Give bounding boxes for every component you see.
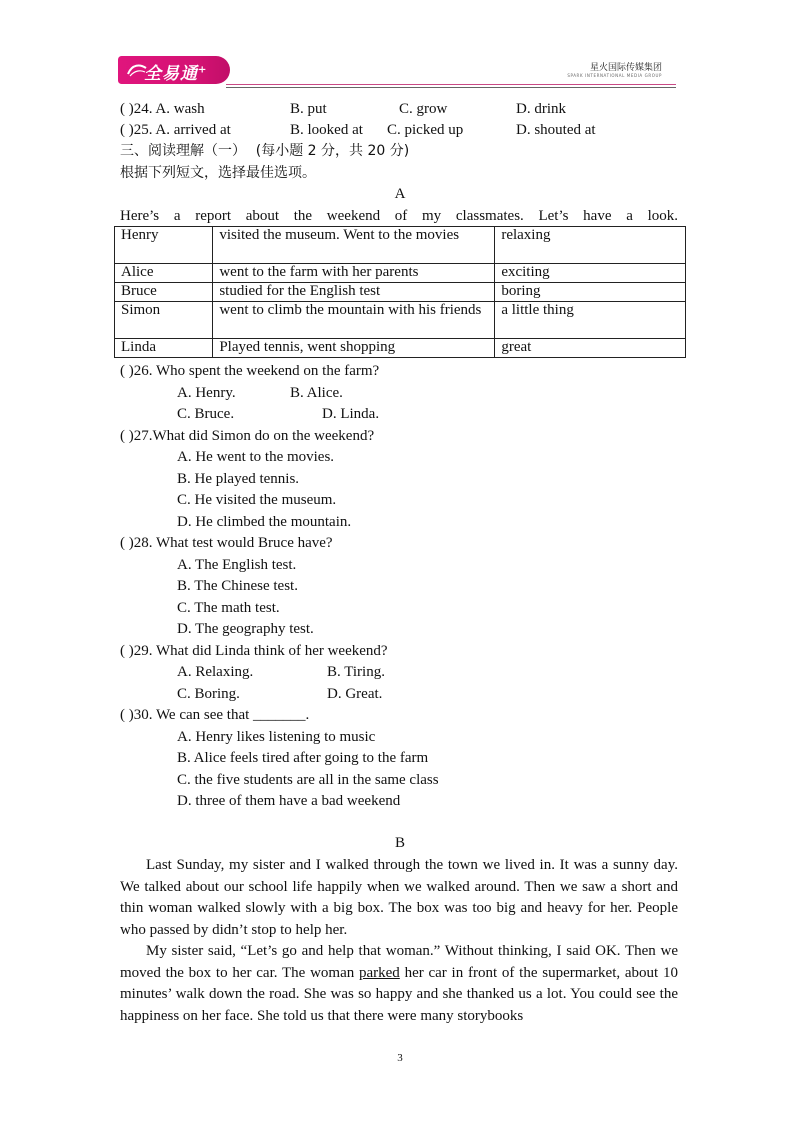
passage-a-label: A: [394, 186, 406, 202]
table-cell-feeling: great: [495, 339, 686, 358]
q29-option-a: A. Relaxing.: [177, 664, 254, 680]
passage-b-p2-end: her car in front of the supermarket, about 10 minutes’ walk down the road. She was so happy and she thanked us a lot. You could see the happiness on her face. She told us that there were many storybooks: [120, 964, 678, 1024]
table-row: [115, 283, 686, 302]
q29-option-d: D. Great.: [327, 686, 383, 702]
passage-b-paragraph-1: Last Sunday, my sister and I walked through the town we lived in. It was a sunny day. We talked about our school life happily when we walked around. Then we saw a short and thin woman walked slowly with a big box. The box was too big and heavy for her. People who passed by didn’t stop to help her.: [120, 857, 678, 938]
table-row: [115, 302, 686, 339]
q28-option-c: C. The math test.: [177, 600, 280, 616]
table-cell-name: Linda: [115, 339, 213, 358]
table-row: [115, 264, 686, 283]
q25-option-b: B. looked at: [290, 122, 363, 138]
header-rule: [226, 84, 676, 85]
table-cell-activity: Played tennis, went shopping: [213, 339, 495, 358]
q30-option-b: B. Alice feels tired after going to the farm: [177, 750, 429, 766]
table-cell-name: Henry: [115, 227, 213, 264]
passage-a-intro: Here’s a report about the weekend of my classmates. Let’s have a look.: [120, 208, 678, 224]
q24-option-a: ( )24. A. wash: [120, 101, 205, 117]
table-cell-feeling: relaxing: [495, 227, 686, 264]
passage-b-label: B: [394, 835, 405, 851]
q27-option-c: C. He visited the museum.: [177, 492, 337, 508]
question-28-stem: ( )28. What test would Bruce have?: [120, 535, 333, 551]
q26-option-c: C. Bruce.: [177, 406, 235, 422]
page-header: [118, 52, 680, 86]
q28-option-b: B. The Chinese test.: [177, 578, 298, 594]
page-number: 3: [397, 1052, 403, 1064]
table-row: [115, 227, 686, 264]
passage-b-paragraph-2: [120, 941, 678, 1027]
passage-b-text: [120, 855, 678, 1027]
table-cell-activity: visited the museum. Went to the movies: [213, 227, 495, 264]
q27-option-a: A. He went to the movies.: [177, 449, 335, 465]
question-30-stem: ( )30. We can see that _______.: [120, 707, 310, 723]
header-rule-thin: [226, 87, 676, 88]
q29-option-c: C. Boring.: [177, 686, 240, 702]
publisher-name: 星火国际传媒集团: [589, 63, 662, 73]
question-26-stem: ( )26. Who spent the weekend on the farm?: [120, 363, 380, 379]
q28-option-d: D. The geography test.: [177, 621, 314, 637]
q26-option-a: A. Henry.: [177, 385, 236, 401]
q29-option-b: B. Tiring.: [327, 664, 385, 680]
table-cell-feeling: exciting: [495, 264, 686, 283]
q27-option-d: D. He climbed the mountain.: [177, 514, 352, 530]
table-cell-name: Simon: [115, 302, 213, 339]
section-title: 三、阅读理解（一）: [120, 143, 246, 159]
underlined-word: parked: [359, 964, 400, 981]
q28-option-a: A. The English test.: [177, 557, 297, 573]
section-instruction: 根据下列短文，选择最佳选项。: [120, 165, 316, 181]
q24-option-b: B. put: [290, 101, 327, 117]
section-heading: [120, 142, 409, 160]
publisher-subtitle: SPARK INTERNATIONAL MEDIA GROUP: [567, 73, 662, 78]
q26-option-b: B. Alice.: [290, 385, 343, 401]
q25-option-a: ( )25. A. arrived at: [120, 122, 231, 138]
logo-text: 全易通+: [144, 64, 208, 84]
q30-option-d: D. three of them have a bad weekend: [177, 793, 401, 809]
q26-option-d: D. Linda.: [322, 406, 380, 422]
table-cell-feeling: boring: [495, 283, 686, 302]
table-cell-name: Bruce: [115, 283, 213, 302]
brand-logo: [118, 56, 230, 84]
table-cell-activity: studied for the English test: [213, 283, 495, 302]
q25-option-c: C. picked up: [387, 122, 464, 138]
table-cell-name: Alice: [115, 264, 213, 283]
publisher-mark: [567, 60, 662, 78]
question-29-stem: ( )29. What did Linda think of her weekend?: [120, 643, 388, 659]
question-27-stem: ( )27.What did Simon do on the weekend?: [120, 428, 375, 444]
table-cell-feeling: a little thing: [495, 302, 686, 339]
q24-option-c: C. grow: [399, 101, 448, 117]
weekend-report-table: [114, 226, 686, 358]
table-cell-activity: went to climb the mountain with his friends: [213, 302, 495, 339]
q30-option-c: C. the five students are all in the same class: [177, 772, 439, 788]
table-cell-activity: went to the farm with her parents: [213, 264, 495, 283]
q30-option-a: A. Henry likes listening to music: [177, 729, 376, 745]
section-score: (每小题 2 分，共 20 分): [255, 143, 410, 159]
table-row: [115, 339, 686, 358]
q27-option-b: B. He played tennis.: [177, 471, 300, 487]
passage-b-p2-start: My sister said, “Let’s go and help that woman.” Without thinking, I said OK. Then we moved the box to her car. The woman: [120, 943, 678, 981]
q25-option-d: D. shouted at: [516, 122, 596, 138]
q24-option-d: D. drink: [516, 101, 566, 117]
